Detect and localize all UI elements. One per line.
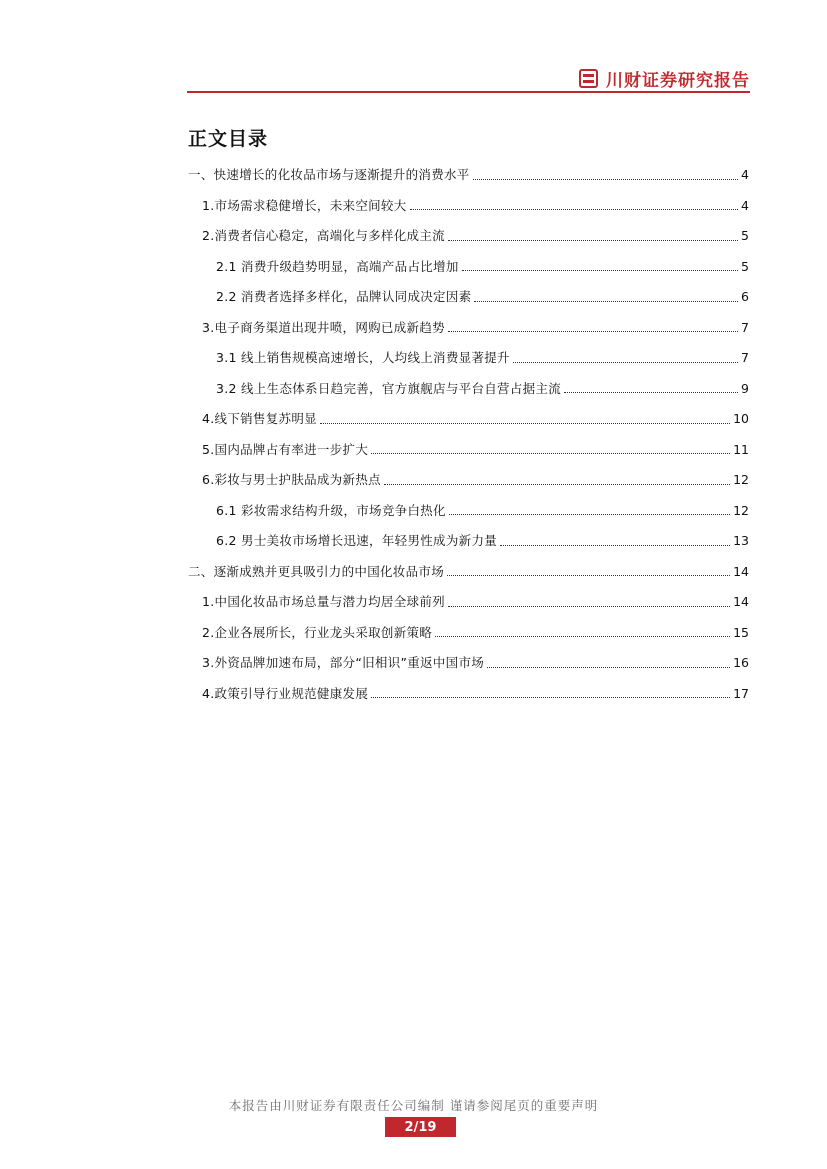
toc-page-number: 16 xyxy=(733,655,749,670)
toc-page-number: 14 xyxy=(733,563,749,579)
toc-page-number: 5 xyxy=(741,228,749,243)
toc-page-number: 5 xyxy=(741,258,749,274)
toc-entry-title: 2.消费者信心稳定，高端化与多样化成主流 xyxy=(202,228,445,243)
toc-entry[interactable] xyxy=(188,404,749,435)
toc-entry-title: 2.2 消费者选择多样化，品牌认同成决定因素 xyxy=(216,289,472,304)
toc-entry[interactable] xyxy=(188,160,749,191)
toc-dot-leader xyxy=(448,240,738,241)
toc-dot-leader xyxy=(448,331,738,332)
toc-page-number: 7 xyxy=(741,350,749,365)
chuancai-logo-icon xyxy=(579,69,598,88)
footer-disclaimer: 本报告由川财证券有限责任公司编制 谨请参阅尾页的重要声明 xyxy=(228,1098,599,1113)
toc-dot-leader xyxy=(448,606,730,607)
toc-entry[interactable] xyxy=(188,679,749,710)
toc-page-number: 7 xyxy=(741,319,749,335)
toc-dot-leader xyxy=(449,514,730,515)
toc-page-number: 4 xyxy=(741,197,749,213)
toc-dot-leader xyxy=(564,392,738,393)
header-divider xyxy=(187,91,750,93)
toc-entry-title: 4.线下销售复苏明显 xyxy=(202,411,317,426)
toc-page-number: 14 xyxy=(733,594,749,609)
toc-page-number: 9 xyxy=(741,380,749,396)
toc-dot-leader xyxy=(371,697,730,698)
toc-entry-title: 3.1 线上销售规模高速增长，人均线上消费显著提升 xyxy=(216,350,510,365)
toc-dot-leader xyxy=(474,301,738,302)
toc-entry-title: 1.市场需求稳健增长，未来空间较大 xyxy=(202,197,407,213)
toc-entry[interactable] xyxy=(188,465,749,496)
toc-entry-title: 6.1 彩妆需求结构升级，市场竞争白热化 xyxy=(216,502,446,518)
toc-page-number: 13 xyxy=(733,533,749,548)
toc-title: 正文目录 xyxy=(188,128,269,150)
toc-entry-title: 2.1 消费升级趋势明显，高端产品占比增加 xyxy=(216,258,459,274)
toc-entry[interactable] xyxy=(188,526,749,557)
toc-entry[interactable] xyxy=(188,648,749,679)
toc-entry[interactable] xyxy=(188,496,749,527)
toc-page-number: 12 xyxy=(733,502,749,518)
toc-page-number: 4 xyxy=(741,167,749,182)
toc-dot-leader xyxy=(320,423,730,424)
toc-page-number: 10 xyxy=(733,411,749,426)
toc-entry[interactable] xyxy=(188,313,749,344)
toc-dot-leader xyxy=(513,362,738,363)
toc-entry[interactable] xyxy=(188,252,749,283)
toc-dot-leader xyxy=(447,575,730,576)
toc-dot-leader xyxy=(462,270,738,271)
toc-entry[interactable] xyxy=(188,343,749,374)
toc-dot-leader xyxy=(371,453,730,454)
toc-entry-title: 3.电子商务渠道出现井喷，网购已成新趋势 xyxy=(202,319,445,335)
toc-entry[interactable] xyxy=(188,282,749,313)
toc-dot-leader xyxy=(435,636,730,637)
toc-entry-title: 2.企业各展所长，行业龙头采取创新策略 xyxy=(202,624,433,640)
table-of-contents xyxy=(188,160,749,709)
toc-entry[interactable] xyxy=(188,221,749,252)
toc-page-number: 11 xyxy=(733,441,749,457)
toc-dot-leader xyxy=(473,179,738,180)
toc-dot-leader xyxy=(384,484,730,485)
toc-page-number: 15 xyxy=(733,624,749,640)
toc-entry-title: 5.国内品牌占有率进一步扩大 xyxy=(202,441,369,457)
page-number-badge: 2/19 xyxy=(385,1117,456,1137)
toc-entry-title: 6.彩妆与男士护肤品成为新热点 xyxy=(202,472,381,487)
toc-entry-title: 一、快速增长的化妆品市场与逐渐提升的消费水平 xyxy=(188,167,470,182)
toc-entry-title: 3.外资品牌加速布局，部分“旧相识”重返中国市场 xyxy=(202,655,485,670)
toc-dot-leader xyxy=(410,209,739,210)
toc-page-number: 12 xyxy=(733,472,749,487)
toc-entry[interactable] xyxy=(188,374,749,405)
toc-dot-leader xyxy=(500,545,730,546)
toc-entry[interactable] xyxy=(188,557,749,588)
toc-entry-title: 3.2 线上生态体系日趋完善，官方旗舰店与平台自营占据主流 xyxy=(216,380,562,396)
toc-entry-title: 1.中国化妆品市场总量与潜力均居全球前列 xyxy=(202,594,445,609)
toc-entry[interactable] xyxy=(188,587,749,618)
toc-page-number: 17 xyxy=(733,685,749,701)
toc-entry-title: 6.2 男士美妆市场增长迅速，年轻男性成为新力量 xyxy=(216,533,498,548)
report-header-brand xyxy=(579,66,750,90)
toc-entry-title: 4.政策引导行业规范健康发展 xyxy=(202,685,369,701)
toc-entry[interactable] xyxy=(188,191,749,222)
toc-page-number: 6 xyxy=(741,289,749,304)
brand-name: 川财证券研究报告 xyxy=(606,70,750,91)
toc-entry[interactable] xyxy=(188,618,749,649)
toc-dot-leader xyxy=(487,667,730,668)
toc-entry-title: 二、逐渐成熟并更具吸引力的中国化妆品市场 xyxy=(188,563,445,579)
toc-entry[interactable] xyxy=(188,435,749,466)
